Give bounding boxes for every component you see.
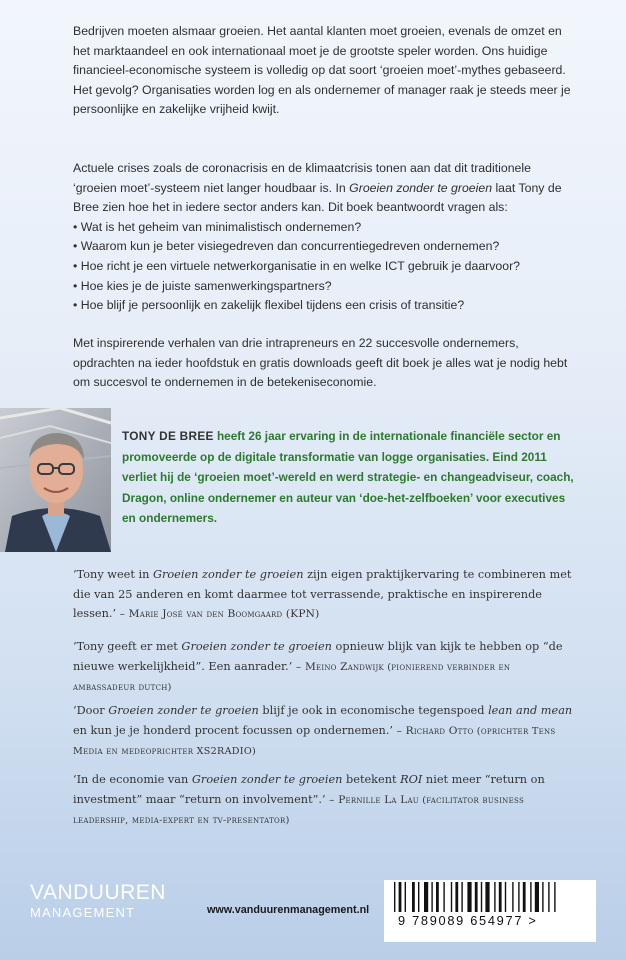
barcode-bar bbox=[467, 882, 471, 912]
author-name: TONY DE BREE bbox=[122, 429, 214, 443]
intro-paragraph-2: Actuele crises zoals de coronacrisis en de klimaatcrisis tonen aan dat dit traditionele ‘groeien moet’-systeem niet langer houdbaar is. In Groeien zonder te groeien laat Tony de Bree zien hoe het in iedere sector anders kan. Dit boek beantwoordt vragen als: • Wat is het geheim van minimalistisch ondernemen? • Waarom kun je beter visiegedreven dan concurrentiegedreven ondernemen? • Hoe richt je een virtuele netwerkorganisatie in en welke ICT gebruik je daarvoor? • Hoe kies je de juiste samenwerkingspartners? • Hoe blijf je persoonlijk en zakelijk flexibel tijdens een crisis of transitie? bbox=[73, 159, 573, 316]
barcode-bar bbox=[485, 882, 489, 912]
quote-attribution-note: (facilitator business leadership, media-expert en tv-presentator) bbox=[73, 794, 525, 826]
quote-attribution: – Pernille La Lau bbox=[325, 793, 419, 806]
quote-2: ‘Tony geeft er met Groeien zonder te groeien opnieuw blijk van kijk te hebben op “de nieuwe werkelijkheid”. Een aanrader.’ – Meino Zandwijk (pionierend verbinder en ambassadeur dutch) bbox=[73, 640, 563, 693]
barcode-bar bbox=[412, 882, 415, 912]
list-item: • Hoe kies je de juiste samenwerkingspartners? bbox=[73, 277, 573, 297]
barcode-bar bbox=[481, 882, 482, 912]
barcode-bar bbox=[394, 882, 395, 912]
publisher-logo-name: VANDUUREN bbox=[30, 881, 166, 904]
book-title: Groeien zonder te groeien bbox=[349, 180, 493, 195]
barcode-bar bbox=[436, 882, 439, 912]
barcode-bar bbox=[461, 882, 462, 912]
intro-paragraph-3: Met inspirerende verhalen van drie intrapreneurs en 22 succesvolle ondernemers, opdrachten na ieder hoofdstuk en gratis downloads geeft dit boek je alles wat je nodig hebt om succesvol te ondernemen in de betekeniseconomie. bbox=[73, 336, 568, 390]
quote-attribution: – Marie José van den Boomgaard (KPN) bbox=[116, 608, 320, 620]
barcode-bar bbox=[494, 882, 495, 912]
quote-3: ‘Door Groeien zonder te groeien blijf je ook in economische tegenspoed lean and mean en kun je je honderd procent focussen op ondernemen.’ – Richard Otto (oprichter Tens Media en medeoprichter XS2RADIO) bbox=[73, 704, 573, 757]
quote-attribution: – Meino Zandwijk bbox=[292, 660, 384, 673]
intro-paragraph-1: Bedrijven moeten alsmaar groeien. Het aantal klanten moet groeien, evenals de omzet en het marktaandeel en ook internationaal moet je de grootste speler worden. Ons huidige financieel-economische systeem is volledig op dat soort ‘groeien moet’-mythes gebaseerd. Het gevolg? Organisaties worden log en als ondernemer of manager raak je steeds meer je persoonlijke en zakelijke vrijheid kwijt. bbox=[73, 24, 571, 117]
quote-attribution: – Richard Otto bbox=[393, 724, 474, 737]
barcode-bar bbox=[535, 882, 539, 912]
barcode-bar bbox=[530, 882, 531, 912]
list-item: • Waarom kun je beter visiegedreven dan concurrentiegedreven ondernemen? bbox=[73, 237, 573, 257]
quote-attribution-note: (oprichter Tens Media en medeoprichter XS2RADIO) bbox=[73, 725, 556, 757]
barcode-bar bbox=[475, 882, 478, 912]
question-list bbox=[73, 218, 573, 316]
quote-attribution-note: (pionierend verbinder en ambassadeur dutch) bbox=[73, 661, 511, 693]
barcode-bars bbox=[384, 880, 596, 942]
list-item: • Wat is het geheim van minimalistisch ondernemen? bbox=[73, 218, 573, 238]
barcode-bar bbox=[424, 882, 428, 912]
list-item: • Hoe blijf je persoonlijk en zakelijk flexibel tijdens een crisis of transitie? bbox=[73, 296, 573, 316]
publisher-logo bbox=[30, 882, 198, 920]
author-photo bbox=[0, 408, 111, 552]
barcode-bar bbox=[499, 882, 502, 912]
barcode-bar bbox=[505, 882, 506, 912]
barcode-bar bbox=[418, 882, 419, 912]
barcode-bar bbox=[443, 882, 444, 912]
author-bio: TONY DE BREE heeft 26 jaar ervaring in de internationale financiële sector en promoveerde op de digitale transformatie van logge organisaties. Eind 2011 verliet hij de ‘groeien moet’-wereld en werd strategie- en changeadviseur, coach, Dragon, online ondernemer en auteur van ‘doe-het-zelfboeken’ voor executives en ondernemers. bbox=[122, 429, 574, 526]
barcode-bar bbox=[399, 882, 402, 912]
isbn-number: 9 789089 654977 > bbox=[398, 913, 538, 928]
quote-1: ‘Tony weet in Groeien zonder te groeien zijn eigen praktijkervaring te combineren met die van 25 anderen en komt daarmee tot verrassende, praktische en inspirerende lessen.’ – Marie José van den Boomgaard (KPN) bbox=[73, 568, 572, 620]
barcode-bar bbox=[554, 882, 555, 912]
barcode-bar bbox=[548, 882, 549, 912]
barcode-bar bbox=[512, 882, 513, 912]
publisher-logo-imprint: MANAGEMENT bbox=[30, 905, 136, 920]
barcode-bar bbox=[451, 882, 452, 912]
barcode-bar bbox=[542, 882, 543, 912]
barcode-bar bbox=[455, 882, 458, 912]
barcode-bar bbox=[518, 882, 519, 912]
publisher-url[interactable]: www.vanduurenmanagement.nl bbox=[207, 904, 370, 916]
barcode-bar bbox=[431, 882, 432, 912]
list-item: • Hoe richt je een virtuele netwerkorganisatie in en welke ICT gebruik je daarvoor? bbox=[73, 257, 573, 277]
barcode-bar bbox=[405, 882, 406, 912]
barcode-bar bbox=[523, 882, 526, 912]
isbn-barcode bbox=[384, 880, 596, 942]
quote-4: ‘In de economie van Groeien zonder te groeien betekent ROI niet meer “return on investment” maar “return on involvement”.’ – Pernille La Lau (facilitator business leadership, media-expert en tv-presentator) bbox=[73, 773, 545, 826]
